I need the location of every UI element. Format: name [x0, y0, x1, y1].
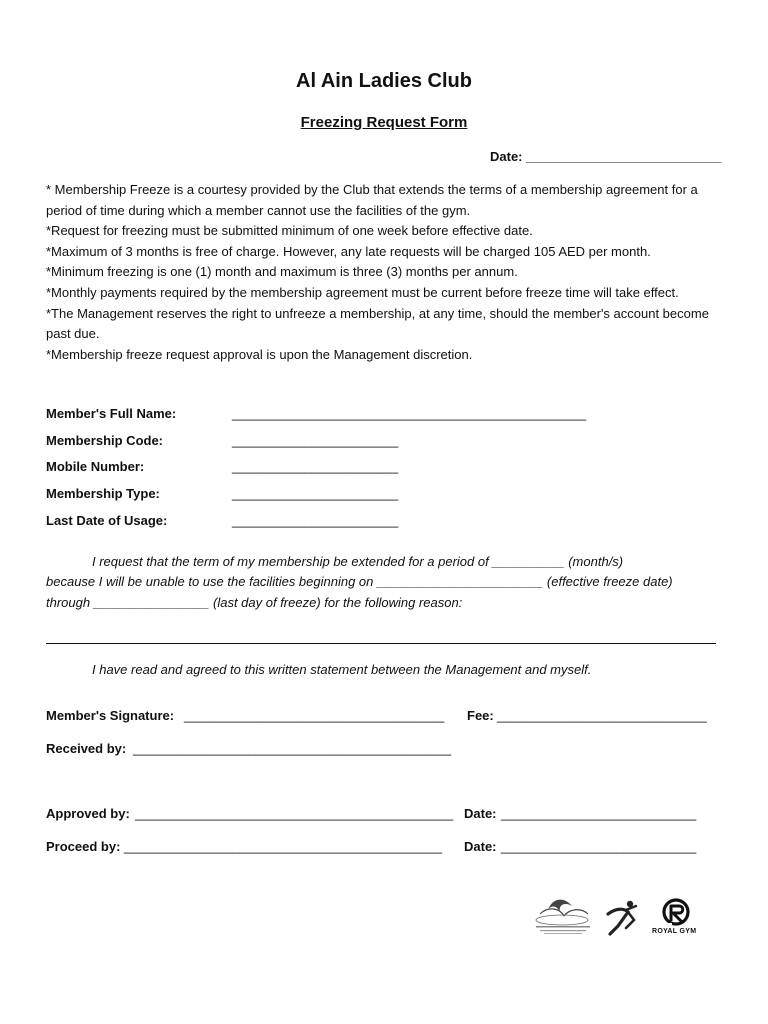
- received-by-field[interactable]: ____________________________________________: [133, 741, 452, 756]
- reason-line[interactable]: [46, 643, 716, 644]
- page-title: Al Ain Ladies Club: [296, 70, 472, 92]
- runner-logo-icon: [608, 901, 636, 934]
- approved-date-field[interactable]: ___________________________: [501, 806, 697, 821]
- proceed-by-field[interactable]: ____________________________________________: [124, 839, 443, 854]
- approved-date-label: Date:: [464, 806, 497, 821]
- proceed-by-label: Proceed by:: [46, 839, 121, 854]
- last-usage-field[interactable]: _______________________: [232, 513, 399, 528]
- rule-item: *Monthly payments required by the membership agreement must be current before freeze time will take effect.: [46, 284, 679, 300]
- mobile-number-label: Mobile Number:: [46, 459, 145, 474]
- membership-code-label: Membership Code:: [46, 433, 164, 448]
- membership-code-field[interactable]: _______________________: [232, 433, 399, 448]
- membership-type-label: Membership Type:: [46, 486, 160, 501]
- proceed-date-field[interactable]: ___________________________: [501, 839, 697, 854]
- rule-item: *Minimum freezing is one (1) month and maximum is three (3) months per annum.: [46, 264, 518, 280]
- rule-item: *Request for freezing must be submitted minimum of one week before effective date.: [46, 223, 533, 239]
- full-name-label: Member's Full Name:: [46, 406, 177, 421]
- palm-club-logo-icon: [536, 900, 590, 934]
- royal-gym-logo-icon: [664, 900, 688, 926]
- rule-item: *Membership freeze request approval is upon the Management discretion.: [46, 346, 473, 362]
- request-line-2[interactable]: because I will be unable to use the facilities beginning on _______________________ (effective freeze date): [46, 574, 673, 589]
- fee-label: Fee:: [467, 708, 494, 723]
- approved-by-field[interactable]: ____________________________________________: [135, 806, 454, 821]
- form-subtitle: Freezing Request Form: [300, 114, 468, 131]
- member-signature-label: Member's Signature:: [46, 708, 175, 723]
- approved-by-label: Approved by:: [46, 806, 130, 821]
- rule-item: *Maximum of 3 months is free of charge. However, any late requests will be charged 105 AED per month.: [46, 243, 651, 259]
- full-name-field[interactable]: _________________________________________________: [232, 406, 587, 421]
- request-line-1[interactable]: I request that the term of my membership be extended for a period of __________ (month/s): [92, 554, 624, 569]
- royal-gym-logo-text: ROYAL GYM: [652, 928, 697, 935]
- footer-logos: [530, 892, 710, 942]
- agreement-statement: I have read and agreed to this written statement between the Management and myself.: [92, 662, 592, 677]
- member-signature-field[interactable]: ____________________________________: [184, 708, 445, 723]
- request-line-3[interactable]: through ________________ (last day of freeze) for the following reason:: [46, 595, 463, 610]
- membership-type-field[interactable]: _______________________: [232, 486, 399, 501]
- fee-field[interactable]: _____________________________: [497, 708, 707, 723]
- mobile-number-field[interactable]: _______________________: [232, 459, 399, 474]
- date-field[interactable]: Date: ___________________________: [490, 149, 722, 164]
- received-by-label: Received by:: [46, 741, 127, 756]
- rule-item: *The Management reserves the right to unfreeze a membership, at any time, should the member's account become past due.: [46, 305, 709, 342]
- rules-list: [46, 180, 726, 365]
- last-usage-label: Last Date of Usage:: [46, 513, 168, 528]
- proceed-date-label: Date:: [464, 839, 497, 854]
- rule-item: * Membership Freeze is a courtesy provided by the Club that extends the terms of a membership agreement for a period of time during which a member cannot use the facilities of the gym.: [46, 182, 698, 218]
